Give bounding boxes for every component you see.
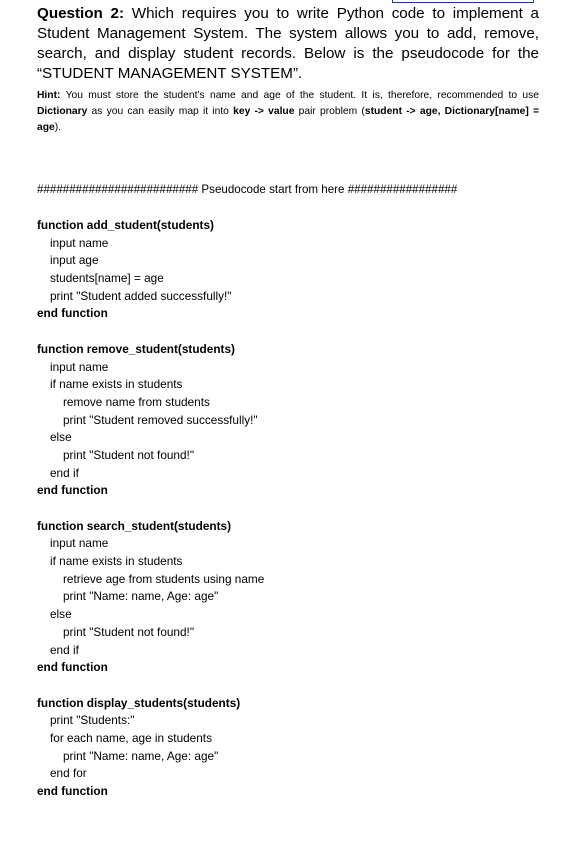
code-line: else (50, 430, 72, 445)
code-line: else (50, 607, 72, 622)
question-text: Which requires you to write Python code to implement a Student Management System. The system allows you to add, remove, search, and display student records. Below is the pseudocode for the “STUDENT MANAGEMENT SYSTEM”. (37, 5, 539, 82)
hint-mapping: student -> age, Dictionary[name] = age (37, 106, 539, 133)
code-line: end function (37, 483, 108, 498)
code-line: print "Student not found!" (63, 447, 195, 462)
question-label: Question 2: (37, 5, 125, 22)
code-line: print "Student removed successfully!" (63, 412, 258, 427)
pseudocode-block (37, 217, 537, 801)
hint-text-4: ). (54, 122, 62, 133)
pseudocode-header: ######################### Pseudocode start from here ################# (37, 183, 458, 196)
code-line: end for (50, 766, 87, 781)
code-line: students[name] = age (50, 271, 164, 286)
code-line: function add_student(students) (37, 218, 214, 232)
top-decorative-rule (392, 0, 534, 3)
code-line: print "Name: name, Age: age" (63, 589, 219, 604)
hint-paragraph (37, 88, 539, 136)
code-line: input name (50, 536, 109, 551)
hint-dictionary-word: Dictionary (37, 106, 88, 117)
code-line: function display_students(students) (37, 695, 241, 710)
function-remove-student (37, 341, 537, 500)
code-line: print "Student not found!" (63, 624, 195, 639)
question-paragraph (37, 4, 539, 84)
hint-key-value: key -> value (233, 106, 295, 117)
function-add-student (37, 217, 537, 323)
code-line: if name exists in students (50, 554, 183, 569)
code-line: print "Student added successfully!" (50, 288, 232, 303)
code-line: end if (50, 642, 79, 657)
code-line: remove name from students (63, 394, 210, 409)
hint-label: Hint: (37, 90, 61, 101)
function-display-students (37, 695, 537, 801)
code-line: function remove_student(students) (37, 341, 235, 356)
code-line: end function (37, 306, 108, 321)
code-line: input name (50, 359, 109, 374)
hint-text-2: as you can easily map it into (87, 106, 234, 117)
code-line: retrieve age from students using name (63, 571, 265, 586)
hint-text-1: You must store the student’s name and age of the student. It is, therefore, recommended to use (60, 90, 539, 101)
code-line: end function (37, 784, 108, 798)
code-line: input age (50, 253, 99, 268)
code-line: end function (37, 660, 108, 675)
code-line: end if (50, 465, 79, 480)
code-line: for each name, age in students (50, 730, 212, 745)
code-line: function search_student(students) (37, 518, 232, 533)
code-line: print "Name: name, Age: age" (63, 748, 219, 763)
function-search-student (37, 518, 537, 677)
code-line: print "Students:" (50, 713, 135, 728)
code-line: input name (50, 235, 109, 250)
code-line: if name exists in students (50, 377, 183, 392)
hint-text-3: pair problem ( (294, 106, 365, 117)
